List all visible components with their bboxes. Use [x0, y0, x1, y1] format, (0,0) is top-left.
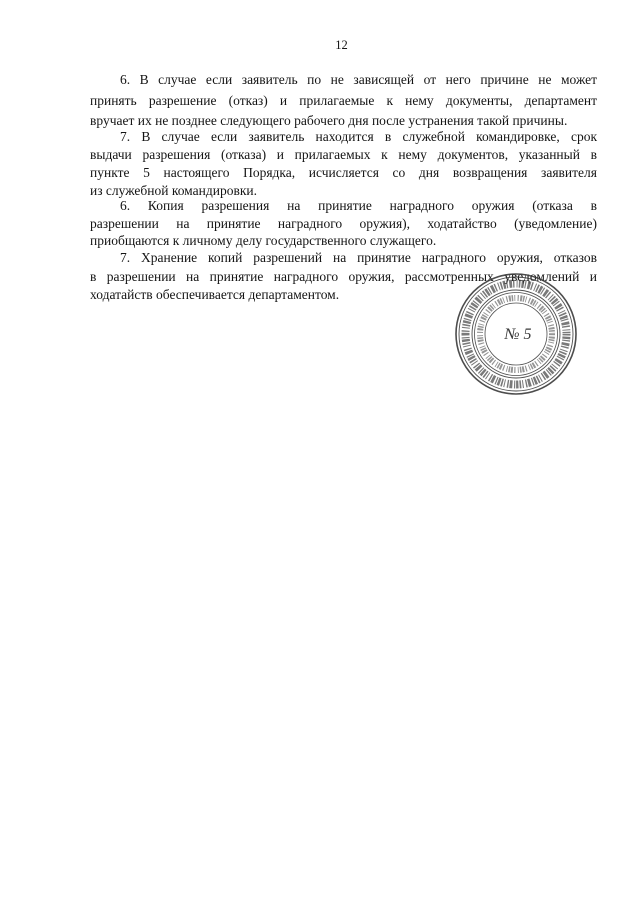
paragraph-line: 6. Копия разрешения на принятие наградного оружия (отказа в [120, 198, 597, 213]
paragraph-line: принять разрешение (отказ) и прилагаемые к нему документы, департамент [90, 92, 597, 108]
paragraph-line: в разрешении на принятие наградного оружия, рассмотренных уведомлений и [90, 268, 597, 284]
paragraph-line: 6. В случае если заявитель по не зависящей от него причине не может [120, 72, 597, 87]
official-seal-stamp [452, 270, 580, 398]
page-number: 12 [335, 38, 348, 52]
paragraph-line: из служебной командировки. [90, 183, 257, 198]
seal-number: № 5 [504, 326, 532, 343]
paragraph-line: вручает их не позднее следующего рабочего дня после устранения такой причины. [90, 113, 568, 128]
paragraph-line: приобщаются к личному делу государственного служащего. [90, 233, 437, 248]
paragraph-7-business-trip [90, 128, 597, 200]
paragraph-line: выдачи разрешения (отказа) и прилагаемых к нему документов, указанный в [90, 147, 597, 162]
paragraph-line: пункте 5 настоящего Порядка, исчисляется со дня возвращения заявителя [90, 165, 597, 180]
paragraph-line: ходатайств обеспечивается департаментом. [90, 287, 340, 302]
paragraph-line: 7. В случае если заявитель находится в служебной командировке, срок [120, 129, 597, 144]
paragraph-line: 7. Хранение копий разрешений на принятие наградного оружия, отказов [120, 250, 597, 265]
paragraph-line: разрешении на принятие наградного оружия), ходатайство (уведомление) [90, 215, 597, 231]
paragraph-6-copy [90, 197, 597, 250]
paragraph-6-delivery [90, 70, 597, 132]
